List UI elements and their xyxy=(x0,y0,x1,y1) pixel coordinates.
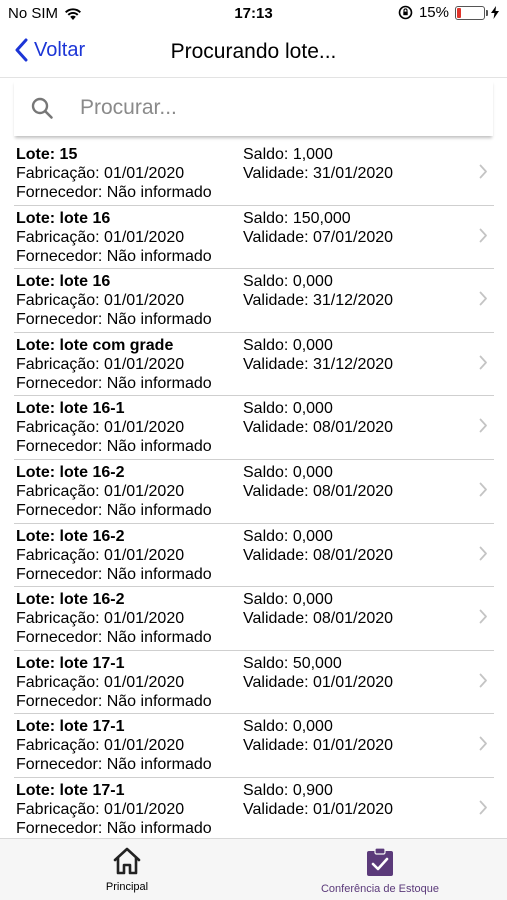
lote-row[interactable] xyxy=(14,460,494,524)
lote-validade: Validade: 31/12/2020 xyxy=(243,355,394,373)
lote-saldo: Saldo: 0,000 xyxy=(243,591,333,609)
lote-right-column xyxy=(243,336,393,374)
lote-fornecedor: Fornecedor: Não informado xyxy=(16,629,212,647)
lote-row[interactable] xyxy=(14,651,494,715)
battery-icon xyxy=(455,6,485,20)
lote-right-column xyxy=(243,781,393,819)
lote-name: Lote: lote 17-1 xyxy=(16,718,125,736)
charging-bolt-icon xyxy=(491,6,499,19)
lote-name: Lote: lote 16-1 xyxy=(16,400,125,418)
lote-fornecedor: Fornecedor: Não informado xyxy=(16,565,212,583)
tab-bar xyxy=(0,838,507,900)
battery-percent: 15% xyxy=(418,4,449,21)
chevron-right-icon xyxy=(479,355,488,370)
lote-validade: Validade: 01/01/2020 xyxy=(243,737,394,755)
tab-principal[interactable] xyxy=(27,847,227,893)
lote-saldo: Saldo: 0,000 xyxy=(243,336,333,354)
lote-right-column xyxy=(243,717,393,755)
lote-fabricacao: Fabricação: 01/01/2020 xyxy=(16,228,185,246)
lote-right-column xyxy=(243,209,393,247)
lote-right-column xyxy=(243,590,393,628)
lote-right-column xyxy=(243,145,393,183)
lote-saldo: Saldo: 50,000 xyxy=(243,654,342,672)
lote-fornecedor: Fornecedor: Não informado xyxy=(16,311,212,329)
lote-fornecedor: Fornecedor: Não informado xyxy=(16,819,212,837)
chevron-right-icon xyxy=(479,609,488,624)
lote-left-column xyxy=(16,336,212,393)
lote-row[interactable] xyxy=(14,778,494,838)
home-icon xyxy=(112,847,142,875)
lote-name: Lote: lote 17-1 xyxy=(16,654,125,672)
chevron-right-icon xyxy=(479,164,488,179)
chevron-right-icon xyxy=(479,291,488,306)
tab-principal-label: Principal xyxy=(105,881,149,893)
lote-left-column xyxy=(16,717,212,774)
back-label: Voltar xyxy=(34,38,86,61)
lote-fabricacao: Fabricação: 01/01/2020 xyxy=(16,800,185,818)
lote-fabricacao: Fabricação: 01/01/2020 xyxy=(16,165,185,182)
lote-fabricacao: Fabricação: 01/01/2020 xyxy=(16,610,185,628)
lote-fornecedor: Fornecedor: Não informado xyxy=(16,374,212,392)
lote-saldo: Saldo: 0,000 xyxy=(243,273,333,291)
lote-right-column xyxy=(243,399,393,437)
lote-saldo: Saldo: 0,000 xyxy=(243,527,333,545)
lote-left-column xyxy=(16,654,212,711)
lote-validade: Validade: 31/12/2020 xyxy=(243,292,394,310)
chevron-right-icon xyxy=(479,673,488,688)
lote-validade: Validade: 31/01/2020 xyxy=(243,165,394,182)
chevron-right-icon xyxy=(479,546,488,561)
chevron-right-icon xyxy=(479,228,488,243)
chevron-left-icon xyxy=(14,38,28,62)
lote-left-column xyxy=(16,781,212,838)
lote-fornecedor: Fornecedor: Não informado xyxy=(16,501,212,519)
lote-left-column xyxy=(16,399,212,456)
lote-right-column xyxy=(243,654,393,692)
lote-row[interactable] xyxy=(14,714,494,778)
lote-fabricacao: Fabricação: 01/01/2020 xyxy=(16,292,185,310)
lote-right-column xyxy=(243,272,393,310)
lote-row[interactable] xyxy=(14,396,494,460)
search-icon xyxy=(14,96,70,120)
lote-row[interactable] xyxy=(14,333,494,397)
chevron-right-icon xyxy=(479,418,488,433)
search-bar[interactable] xyxy=(14,80,493,136)
lote-saldo: Saldo: 1,000 xyxy=(243,146,333,163)
lote-name: Lote: lote 16 xyxy=(16,273,111,291)
lote-fabricacao: Fabricação: 01/01/2020 xyxy=(16,546,185,564)
chevron-right-icon xyxy=(479,482,488,497)
lote-name: Lote: lote 16-2 xyxy=(16,591,125,609)
lote-left-column xyxy=(16,209,212,266)
lote-validade: Validade: 07/01/2020 xyxy=(243,228,394,246)
lote-validade: Validade: 01/01/2020 xyxy=(243,673,394,691)
search-input[interactable] xyxy=(80,96,460,120)
lote-fornecedor: Fornecedor: Não informado xyxy=(16,184,212,201)
lote-saldo: Saldo: 0,000 xyxy=(243,400,333,418)
tab-conferencia-label: Conferência de Estoque xyxy=(320,883,440,895)
lote-validade: Validade: 08/01/2020 xyxy=(243,546,394,564)
lote-saldo: Saldo: 0,000 xyxy=(243,718,333,736)
lote-name: Lote: lote 17-1 xyxy=(16,781,125,799)
lote-validade: Validade: 08/01/2020 xyxy=(243,419,394,437)
status-right xyxy=(398,4,499,21)
lote-row[interactable] xyxy=(14,206,494,270)
tab-conferencia-estoque[interactable] xyxy=(280,847,480,895)
lote-saldo: Saldo: 0,000 xyxy=(243,463,333,481)
lote-name: Lote: lote com grade xyxy=(16,336,174,354)
chevron-right-icon xyxy=(479,736,488,751)
lote-fornecedor: Fornecedor: Não informado xyxy=(16,247,212,265)
page-title: Procurando lote... xyxy=(170,40,337,63)
orientation-lock-icon xyxy=(398,5,413,20)
lote-fabricacao: Fabricação: 01/01/2020 xyxy=(16,737,185,755)
navigation-bar xyxy=(0,28,507,78)
lote-name: Lote: 15 xyxy=(16,146,78,163)
lote-left-column xyxy=(16,145,212,202)
lote-validade: Validade: 08/01/2020 xyxy=(243,610,394,628)
lote-row[interactable] xyxy=(14,524,494,588)
lote-saldo: Saldo: 0,900 xyxy=(243,781,333,799)
lote-name: Lote: lote 16-2 xyxy=(16,463,125,481)
lote-left-column xyxy=(16,527,212,584)
lote-left-column xyxy=(16,590,212,647)
chevron-right-icon xyxy=(479,800,488,815)
lote-right-column xyxy=(243,463,393,501)
lote-validade: Validade: 08/01/2020 xyxy=(243,482,394,500)
lote-left-column xyxy=(16,463,212,520)
lote-right-column xyxy=(243,527,393,565)
lote-list[interactable] xyxy=(14,142,494,838)
lote-fabricacao: Fabricação: 01/01/2020 xyxy=(16,482,185,500)
lote-name: Lote: lote 16 xyxy=(16,209,111,227)
lote-validade: Validade: 01/01/2020 xyxy=(243,800,394,818)
lote-fabricacao: Fabricação: 01/01/2020 xyxy=(16,673,185,691)
lote-saldo: Saldo: 150,000 xyxy=(243,209,351,227)
search-area xyxy=(0,80,507,138)
lote-name: Lote: lote 16-2 xyxy=(16,527,125,545)
clipboard-check-icon xyxy=(365,847,395,877)
battery-level-fill xyxy=(457,8,461,18)
lote-fabricacao: Fabricação: 01/01/2020 xyxy=(16,419,185,437)
status-time: 17:13 xyxy=(234,5,273,22)
lote-fabricacao: Fabricação: 01/01/2020 xyxy=(16,355,185,373)
carrier-label: No SIM xyxy=(8,5,59,22)
status-bar xyxy=(0,0,507,28)
lote-fornecedor: Fornecedor: Não informado xyxy=(16,692,212,710)
lote-fornecedor: Fornecedor: Não informado xyxy=(16,756,212,774)
lote-row[interactable] xyxy=(14,587,494,651)
lote-row[interactable] xyxy=(14,142,494,206)
lote-left-column xyxy=(16,272,212,329)
lote-fornecedor: Fornecedor: Não informado xyxy=(16,438,212,456)
back-button[interactable] xyxy=(14,38,85,62)
lote-row[interactable] xyxy=(14,269,494,333)
